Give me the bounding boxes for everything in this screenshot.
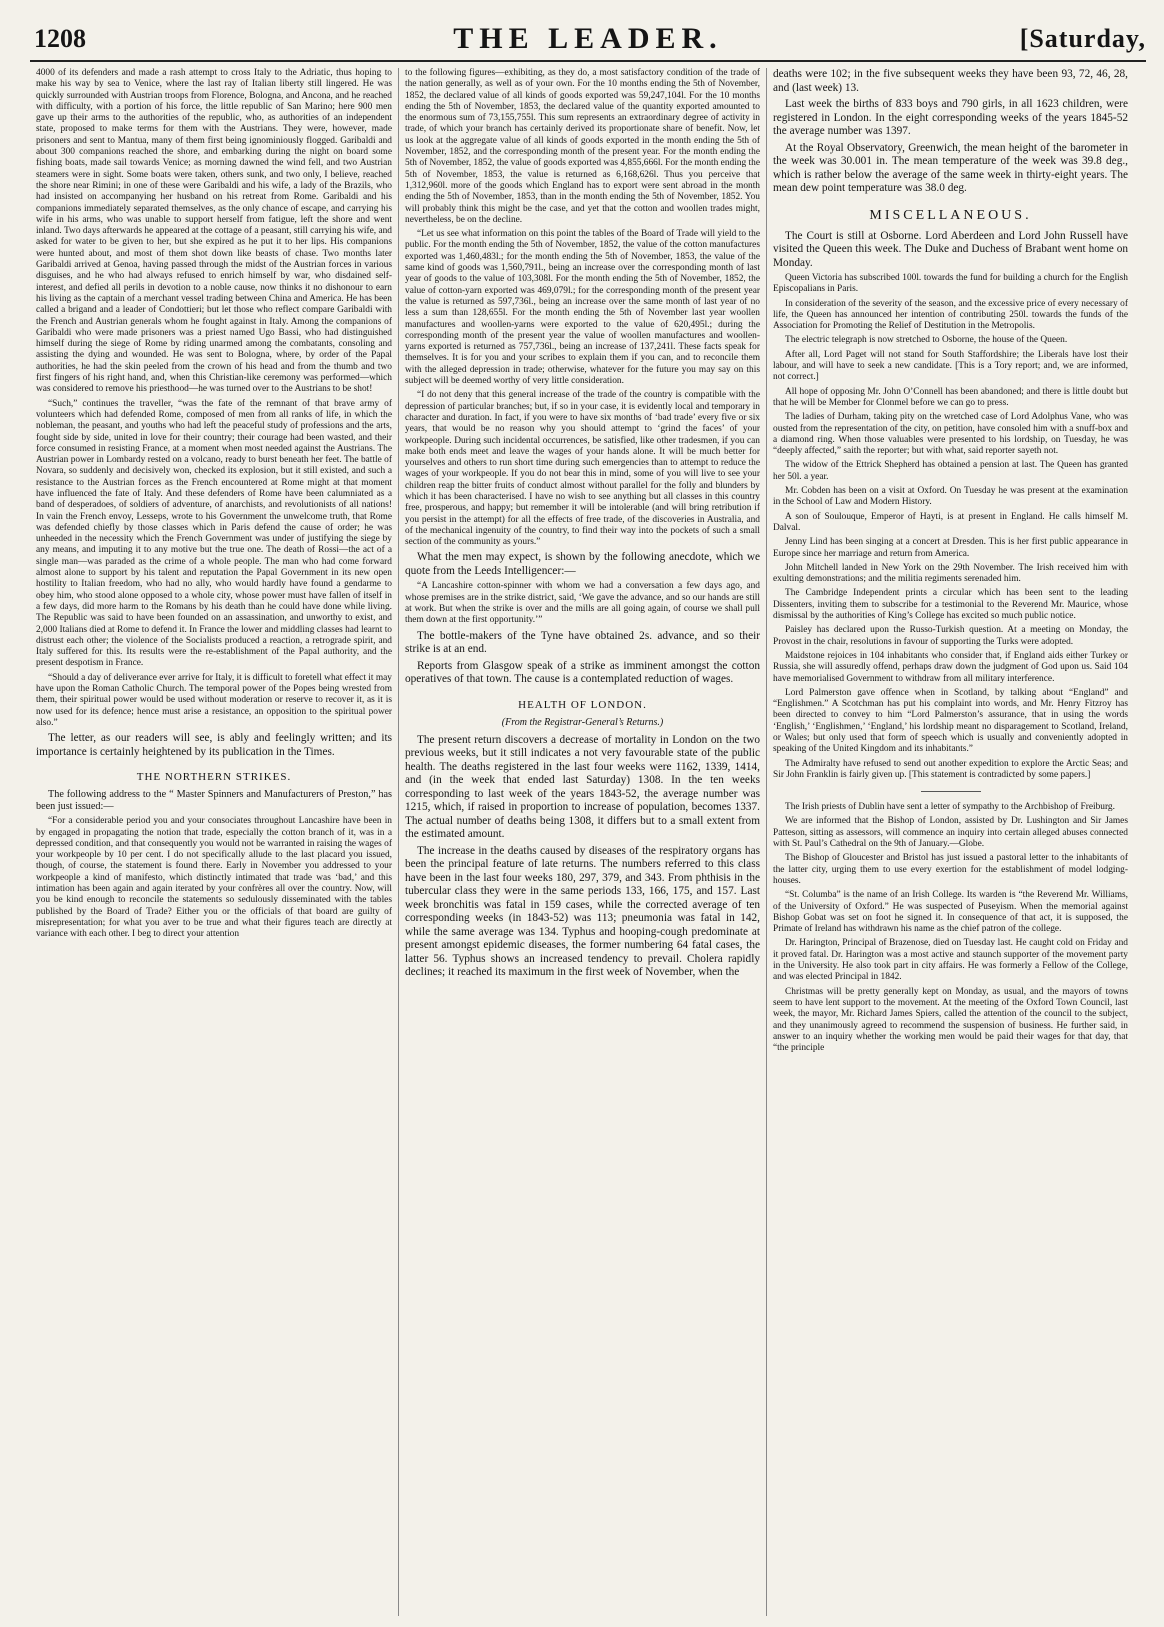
page-number: 1208 — [34, 24, 86, 53]
paragraph: The increase in the deaths caused by diseases of the respiratory organs has been the principal feature of late returns. The numbers referred to this class have been in the last four weeks 180, 297, 379, and 343. From phthisis in the tubercular class they were in the same periods 133, 166, 175, and 157. Last week bronchitis was fatal in 159 cases, while the corrected average of ten corresponding weeks (in 1843-52) was 113; pneumonia was fatal in 142, while the same average was 134. Typhus and hooping-cough predominate at present amongst epidemic diseases, the former numbering 64 fatal cases, the latter 56. Typhus shows an increased tendency to prevail. Cholera rapidly declines; it reached its maximum in the first week of November, when the — [405, 844, 760, 979]
paragraph: John Mitchell landed in New York on the 29th November. The Irish received him with exulting demonstrations; and the militia regiments serenaded him. — [773, 562, 1128, 585]
paragraph: “Let us see what information on this point the tables of the Board of Trade will yield to the public. For the month ending the 5th of November, 1852, the value of the cotton manufactures exported was 1,460,483l.; for the month ending the 5th of November, 1853, the value of the same kind of goods was 1,560,791l., being an increase over the corresponding month of last year of goods to the value of 103,308l. For the month ending the 5th of November, 1852, the value of cotton-yarn exported was 469,079l.; for the corresponding month of the present year the value is returned as 597,736l., being an increase over the same month of last year of no less a sum than 128,655l. For the month ending the 5th of November last year woollen manufactures and woollen-yarns were exported to the value of 620,495l.; during the corresponding month of the present year the value of woollen manufactures and woollen-yarns exported is returned as 757,736l., being an increase of 137,241l. These facts speak for themselves. It is for you and your scribes to explain them if you can, and to reconcile them with the alleged depression in trade; otherwise, whatever for the future you may say on this subject will be deemed worthy of very little consideration. — [405, 229, 760, 387]
paragraph: The bottle-makers of the Tyne have obtained 2s. advance, and so their strike is at an end. — [405, 629, 760, 656]
paragraph: Christmas will be pretty generally kept on Monday, as usual, and the mayors of towns seem to have lent support to the movement. At the meeting of the Oxford Town Council, last week, the mayor, Mr. Richard James Spiers, called the attention of the council to the subject, and they unanimously agreed to recommend the suspension of business. He further said, in answer to an inquiry whether the working men would be paid their wages for that day, that “the principle — [773, 986, 1128, 1054]
paragraph: The Admiralty have refused to send out another expedition to explore the Arctic Seas; and Sir John Franklin is fairly given up. [This statement is contradicted by some papers.] — [773, 758, 1128, 780]
masthead — [30, 20, 1146, 62]
paragraph: Lord Palmerston gave offence when in Scotland, by talking about “England” and “Englishmen.” A Scotchman has put his complaint into words, and Mr. Henry Fitzroy has been directed to convey to him “Lord Palmerston’s assurance, that in using the words ‘English,’ ‘Englishmen,’ ‘England,’ his lordship meant no disparagement to Scotland, Ireland, or Wales; but only used that form of speech which is usually and conveniently adopted in speaking of the United Kingdom and its inhabitants.” — [773, 687, 1128, 755]
paragraph: “A Lancashire cotton-spinner with whom we had a conversation a few days ago, and whose premises are in the strike district, said, ‘We gave the advance, and so our hands are still at work. But when the strike is over and the mills are all going again, of course we shall pull them down at the first opportunity.’” — [405, 581, 760, 626]
section-heading-northern-strikes: THE NORTHERN STRIKES. — [136, 771, 292, 784]
paragraph: What the men may expect, is shown by the following anecdote, which we quote from the Leeds Intelligencer:— — [405, 551, 760, 577]
paragraph: “St. Columba” is the name of an Irish College. Its warden is “the Reverend Mr. Williams, of the University of Oxford.” He was suspected of Puseyism. When the memorial against Bishop Gobat was set on foot he signed it. In consequence of that act, it is supposed, the Primate of Ireland has withdrawn his name as the chief patron of the college. — [773, 890, 1128, 935]
paragraph: The widow of the Ettrick Shepherd has obtained a pension at last. The Queen has granted her 50l. a year. — [773, 460, 1128, 482]
section-heading-miscellaneous: MISCELLANEOUS. — [869, 207, 1032, 223]
divider — [921, 791, 981, 792]
section-subheading: (From the Registrar-General’s Returns.) — [501, 716, 664, 728]
paragraph: The present return discovers a decrease of mortality in London on the two previous weeks, but it still indicates a not very favourable state of the public health. The deaths registered in the last four weeks were 1162, 1339, 1414, and (in the week that ended last Saturday) 1308. In the ten weeks corresponding to last week of the years 1843-52, the average number was 1215, which, if raised in proportion to increase of population, becomes 1337. The actual number of deaths being 1308, it differs but to a small extent from the estimated amount. — [405, 733, 760, 841]
column-2 — [398, 68, 766, 1616]
paragraph: The Irish priests of Dublin have sent a letter of sympathy to the Archbishop of Freiburg. — [785, 802, 1115, 813]
paragraph: to the following figures—exhibiting, as they do, a most satisfactory condition of the trade of the nation generally, as well as of your own. For the 10 months ending the 5th of November, 1852, the declared value of all kinds of goods exported was 59,247,104l. For the 10 months ending the 5th of November, 1853, the declared value of the quantity exported amounted to the enormous sum of 73,155,755l. This sum represents an extraordinary degree of activity in trade, of which your branch has certainly derived its proportionate share of benefit. Now, let us look at the aggregate value of all kinds of goods exported in the month ending the 5th of November, 1852, and the corresponding month of the present year. For the month ending the 5th of November, 1852, the value of goods exported was 4,855,666l. For the month ending the 5th of November, 1853, the value is returned as 6,168,626l. Thus you perceive that 1,312,960l. more of the goods which England has to export were sent abroad in the month ending the 5th of November, 1853, than in the month ending the 5th of November, 1852. You will probably think this might be the case, and yet that the cotton and woollen trades might, nevertheless, be on the decline. — [405, 68, 760, 225]
paragraph: The Bishop of Gloucester and Bristol has just issued a pastoral letter to the inhabitants of the latter city, urging them to use every exertion for the establishment of model lodging-houses. — [773, 853, 1128, 886]
paragraph: The Cambridge Independent prints a circular which has been sent to the leading Dissenters, inviting them to subscribe for a testimonial to the Reverend Mr. Maurice, whose dismissal by the authorities of King’s College has excited so much public notice. — [773, 588, 1128, 622]
paragraph: “I do not deny that this general increase of the trade of the country is compatible with the depression of particular branches; but, if so in your case, it is evidently local and temporary in character and duration. In fact, if you were to have six months of ‘bad trade’ every five or six years, that would be no reason why you should attempt to ‘grind the faces’ of your workpeople. During such incidental occurrences, be satisfied, like other tradesmen, if you can make both ends meet and leave the wages of your hands alone. It will be much better for yourselves and others to run short time during such emergencies than to attempt to reduce the wages of your workpeople. If you do not bear this in mind, some of you will live to see your children reap the bitter fruits of conduct almost without parallel for the folly and blunders by which it has been characterised. I have no wish to see anything but all classes in this country free, prosperous, and happy; but remember it will be intolerable (and will bring retribution if you persist in the attempt) for all the effects of free trade, of the discoveries in Australia, and of the mechanical ingenuity of the country, to find their way into the pockets of such a small section of the community as yours.” — [405, 390, 760, 548]
paragraph: Dr. Harington, Principal of Brazenose, died on Tuesday last. He caught cold on Friday and it proved fatal. Dr. Harington was a most active and staunch supporter of the movement party in the University. He also took part in city affairs. He was formerly a Fellow of the College, and was elected Principal in 1842. — [773, 938, 1128, 983]
paragraph: The following address to the “ Master Spinners and Manufacturers of Preston,” has been just issued:— — [36, 789, 392, 813]
paragraph: At the Royal Observatory, Greenwich, the mean height of the barometer in the week was 30.001 in. The mean temperature of the week was 39.8 deg., which is rather below the average of the same week in thirty-eight years. The mean dew point temperature was 38.0 deg. — [773, 141, 1128, 194]
paragraph: The ladies of Durham, taking pity on the wretched case of Lord Adolphus Vane, who was ousted from the representation of the city, on petition, have consoled him with a snuff-box and a diamond ring. When those valuables were presented to his lordship, on Tuesday, he was “deeply affected,” saith the reporter; but with what, said reporter sayeth not. — [773, 412, 1128, 457]
paragraph: A son of Soulouque, Emperor of Hayti, is at present in England. He calls himself M. Dalval. — [773, 511, 1128, 533]
column-3 — [766, 68, 1134, 1616]
paragraph: After all, Lord Paget will not stand for South Staffordshire; the Liberals have lost their labour, and will have to seek a new candidate. [This is a Tory report; and, we are informed, not correct.] — [773, 349, 1128, 383]
paragraph: “For a considerable period you and your consociates throughout Lancashire have been in by engaged in propagating the notion that trade, especially the cotton branch of it, was in a depressed condition, and that consequently you would not be warranted in raising the wages of your workpeople by 10 per cent. I do not specifically allude to the last placard you issued, though, of course, the statement is found there. Early in November you addressed to your workpeople a kind of manifesto, which distinctly intimated that trade was ‘bad,’ and this intimation has been again and again iterated by your confrères all over the country. Now, will you be kind enough to reconcile the statements so sedulously disseminated with the tables published by the Board of Trade? Either you or the officials of that board are guilty of misrepresentation; for what you aver to be true and what their figures teach are directly at variance with each other. I beg to direct your attention — [36, 816, 392, 940]
columns — [30, 68, 1146, 1616]
paragraph: Jenny Lind has been singing at a concert at Dresden. This is her first public appearance in Europe since her marriage and return from America. — [773, 537, 1128, 559]
paragraph: Reports from Glasgow speak of a strike as imminent amongst the cotton operatives of that town. The cause is a contemplated reduction of wages. — [405, 659, 760, 686]
column-1 — [30, 68, 398, 1616]
paragraph: We are informed that the Bishop of London, assisted by Dr. Lushington and Sir James Patteson, sitting as assessors, will commence an inquiry into certain alleged abuses connected with St. Paul’s Cathedral on the 9th of January.—Globe. — [773, 816, 1128, 850]
paragraph: Queen Victoria has subscribed 100l. towards the fund for building a church for the English Episcopalians in Paris. — [773, 273, 1128, 295]
paragraph: “Such,” continues the traveller, “was the fate of the remnant of that brave army of volunteers which had defended Rome, composed of men from all ranks of life, in which the nobleman, the peasant, and youths who had left the peaceful study of professions and the arts, fought side by side, united in love for their country; their courage had been wasted, and their force consumed in resisting France, at a moment when most needed against the Austrians. The Austrian power in Lombardy rested on a volcano, ready to burst beneath her feet. The battle of Novara, so suddenly and decisively won, checked its explosion, but it still existed, and such a resistance to the Austrian forces as the French encountered at Rome might at that moment have influenced the fate of Italy. And these defenders of Rome have been calumniated as a band of desperadoes, of soldiers of adventure, of anarchists, and revolutionists of all nations! In vain the French envoy, Lesseps, wrote to his Government the unwelcome truth, that Rome was defended chiefly by those classes which in Paris defend the cause of order; he was unheeded in the necessity which the French Government was under of justifying the siege by any means, and imputing it to any motive but the true one. The death of Rossi—the act of a single man—was paraded as the crime of a whole people. The man who had come forward almost alone to support by his talent and reputation the Papal Government in its new open hostility to Italian freedom, who had no ally, who would hardly have found a gendarme to obey him, who stood alone opposed to a whole city, whose power must have fallen of itself in a few days, did more harm to the Romans by his death than he could have done while living. The Republic was said to have been founded on an assassination, and unworthy to exist, and 2,000 Italians died at Rome to defend it. In France the lower and middling classes had learnt to distrust each other; the violence of the Socialists produced a reaction, a retrograde spirit, and Italy suffered for this. Its results were the re-establishment of the Papal authority, and the present despotism in France. — [36, 398, 392, 669]
paragraph: Mr. Cobden has been on a visit at Oxford. On Tuesday he was present at the examination in the School of Law and Modern History. — [773, 486, 1128, 508]
paragraph: The letter, as our readers will see, is ably and feelingly written; and its importance is certainly heightened by its publication in the Times. — [36, 732, 392, 758]
paragraph: Paisley has declared upon the Russo-Turkish question. At a meeting on Monday, the Provost in the chair, resolutions in favour of supporting the Turks were adopted. — [773, 625, 1128, 647]
paragraph: In consideration of the severity of the season, and the excessive price of every necessary of life, the Queen has announced her intention of contributing 250l. towards the funds of the Association for Promoting the Relief of Destitution in the Metropolis. — [773, 298, 1128, 332]
paragraph: The Court is still at Osborne. Lord Aberdeen and Lord John Russell have visited the Queen this week. The Duke and Duchess of Brabant went home on Monday. — [773, 229, 1128, 269]
paragraph: deaths were 102; in the five subsequent weeks they have been 93, 72, 46, 28, and (last week) 13. — [773, 68, 1128, 94]
section-heading-health-of-london: HEALTH OF LONDON. — [518, 698, 647, 711]
paragraph: Maidstone rejoices in 104 inhabitants who consider that, if England aids either Turkey or Russia, she will assuredly offend, perhaps draw down the judgment of God upon us. Said 104 have memorialised Government to withdraw from all military interference. — [773, 650, 1128, 684]
paragraph: Last week the births of 833 boys and 790 girls, in all 1623 children, were registered in London. In the eight corresponding weeks of the years 1845-52 the average number was 1397. — [773, 98, 1128, 137]
paragraph: 4000 of its defenders and made a rash attempt to cross Italy to the Adriatic, thus hoping to make his way by sea to Venice, where the last ray of Italian liberty still lingered. He was quickly surrounded with Austrian troops from Florence, Bologna, and Ancona, and he reached with difficulty, with a portion of his force, the little republic of San Marino; here 900 men gave up their arms to the authorities of the republic, who, as authorities of an independent state, proposed to make terms for them with the Austrians. They were, however, made prisoners and sent to Mantua, many of them first being ignominiously flogged. Garibaldi and about 300 companions reached the shore, and embarking during the night on board some fishing boats, made sail towards Venice; as morning dawned the wind fell, and two Austrian steamers were in sight. Some boats were taken, others sunk, and two only, I believe, reached the shore near Rimini; in one of these were Garibaldi and his wife, a lady of the Brazils, who had insisted on accompanying her husband on his retreat from Rome. Garibaldi and his companions immediately separated themselves, as the only chance of escape, and carrying his wife in his arms, who was unable to support herself from fatigue, left the shore and went inland. Two days afterwards he appeared at the cottage of a peasant, still carrying his wife, and asked for water to be given to her, but she expired as he put it to her lips. His companions were hunted about, and most of them shot down like beasts of chase. Two months later Garibaldi arrived at Genoa, having passed through the midst of the Austrian forces in various disguises, and he who had always refused to enrich himself by war, who disdained self-interest, and defied all perils in devotion to a noble cause, now thinks it no dishonour to earn his living as the captain of a merchant vessel trading between China and America. He has been called a brigand and a leader of Condottieri; but let those who reflect compare Garibaldi with the French and Austrian generals whom he fought against in Italy. Among the companions of Garibaldi who were made prisoners was a priest named Ugo Bassi, who had distinguished himself during the siege of Rome by riding unarmed among the combatants, consoling and assisting the dying and wounded. He was sent to Bologna, where, by order of the Papal authorities, he had the skin peeled from the crown of his head and from the thumb and two first fingers of his right hand, and, when this Christian-like ceremony was performed—which was considered to remove his priesthood—he was turned over to the Austrians to be shot! — [36, 68, 392, 395]
newspaper-title: THE LEADER. — [453, 22, 723, 55]
paragraph: All hope of opposing Mr. John O’Connell has been abandoned; and there is little doubt but that he will be Member for Clonmel before we can go to press. — [773, 386, 1128, 408]
paragraph: The electric telegraph is now stretched to Osborne, the house of the Queen. — [785, 335, 1068, 346]
paragraph: “Should a day of deliverance ever arrive for Italy, it is difficult to foretell what effect it may have upon the Roman Catholic Church. The temporal power of the Popes being wrested from them, their spiritual power would be used without moderation or reserve to recover it, as it is now used for its defence; hence must arise a resistance, an opposition to the spiritual power also.” — [36, 672, 392, 728]
issue-day: [Saturday, — [1019, 24, 1146, 53]
